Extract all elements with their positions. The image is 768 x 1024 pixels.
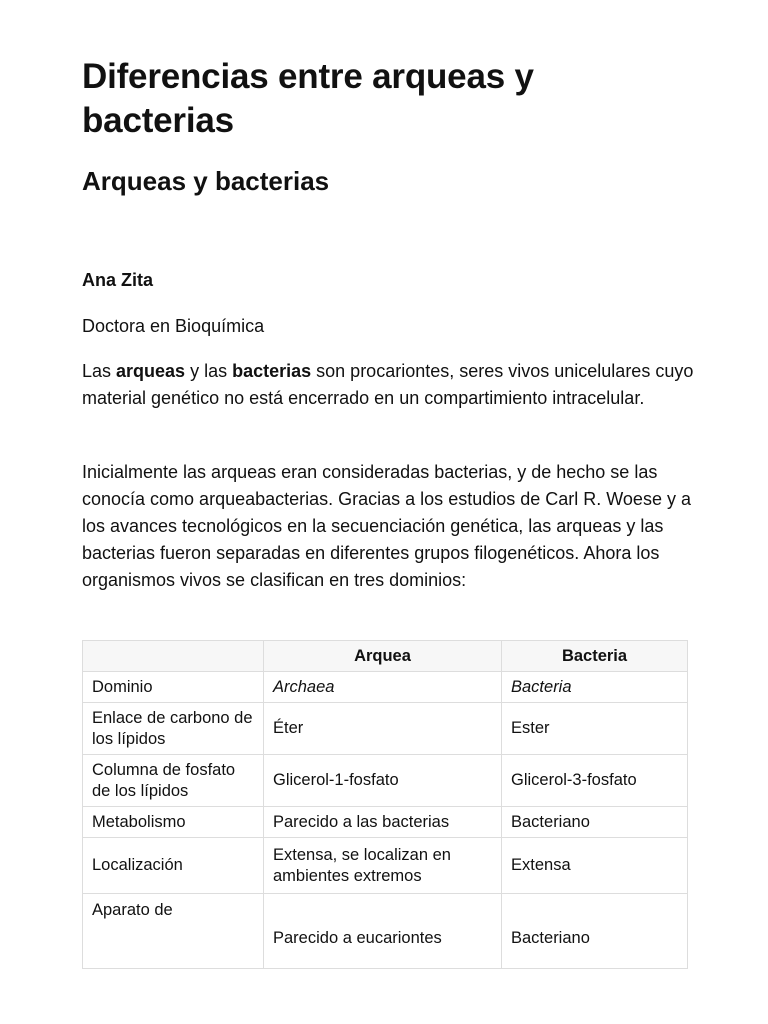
author-name: Ana Zita: [82, 270, 154, 290]
table-header-blank: [83, 641, 264, 672]
table-cell-feature: Enlace de carbono de los lípidos: [83, 703, 264, 755]
table-row: [83, 755, 688, 807]
author-role: Doctora en Bioquímica: [82, 316, 265, 336]
table-cell-arquea: Parecido a eucariontes: [264, 894, 502, 969]
table-cell-feature: Localización: [83, 838, 264, 894]
table-cell-arquea: Éter: [264, 703, 502, 755]
table-cell-arquea: Extensa, se localizan en ambientes extremos: [264, 838, 502, 894]
table-cell-bacteria-italic: Bacteria: [511, 677, 572, 696]
table-cell-bacteria: Bacteriano: [502, 894, 688, 969]
table-row: [83, 703, 688, 755]
table-cell-bacteria: Glicerol-3-fosfato: [502, 755, 688, 807]
comparison-table-container: [82, 640, 687, 947]
table-cell-bacteria: [502, 672, 688, 703]
table-header-row: [83, 641, 688, 672]
table-cell-feature: Metabolismo: [83, 807, 264, 838]
page-title: Diferencias entre arqueas y bacterias: [82, 57, 534, 140]
intro-text-2: y las: [185, 361, 233, 381]
table-cell-bacteria: Extensa: [502, 838, 688, 894]
table-row: [83, 807, 688, 838]
table-row: [83, 894, 688, 969]
table-row: [83, 838, 688, 894]
table-cell-feature: Aparato de: [83, 894, 264, 969]
table-cell-arquea-italic: Archaea: [273, 677, 335, 696]
intro-text-1: Las: [82, 361, 117, 381]
table-header-arquea: Arquea: [264, 641, 502, 672]
comparison-table: [82, 640, 688, 969]
intro-text-3: son procariontes, seres vivos unicelulares cuyo material genético no está encerrado en un compartimiento intracelular.: [82, 361, 694, 408]
table-cell-bacteria: Bacteriano: [502, 807, 688, 838]
history-paragraph: Inicialmente las arqueas eran consideradas bacterias, y de hecho se las conocía como arqueabacterias. Gracias a los estudios de Carl R. Woese y a los avances tecnológicos en la secuenciación genética, las arqueas y las bacterias fueron separadas en diferentes grupos filogenéticos. Ahora los organismos vivos se clasifican en tres dominios:: [82, 462, 691, 590]
table-cell-arquea: Parecido a las bacterias: [264, 807, 502, 838]
table-cell-feature: Columna de fosfato de los lípidos: [83, 755, 264, 807]
table-row: [83, 672, 688, 703]
table-header-bacteria: Bacteria: [502, 641, 688, 672]
table-cell-feature: Dominio: [83, 672, 264, 703]
table-cell-bacteria: Ester: [502, 703, 688, 755]
intro-bold-arqueas: arqueas: [116, 361, 186, 381]
table-cell-arquea: Glicerol-1-fosfato: [264, 755, 502, 807]
intro-paragraph: [82, 358, 694, 412]
table-cell-arquea: [264, 672, 502, 703]
page-subtitle: Arqueas y bacterias: [82, 166, 330, 196]
intro-bold-bacterias: bacterias: [232, 361, 312, 381]
